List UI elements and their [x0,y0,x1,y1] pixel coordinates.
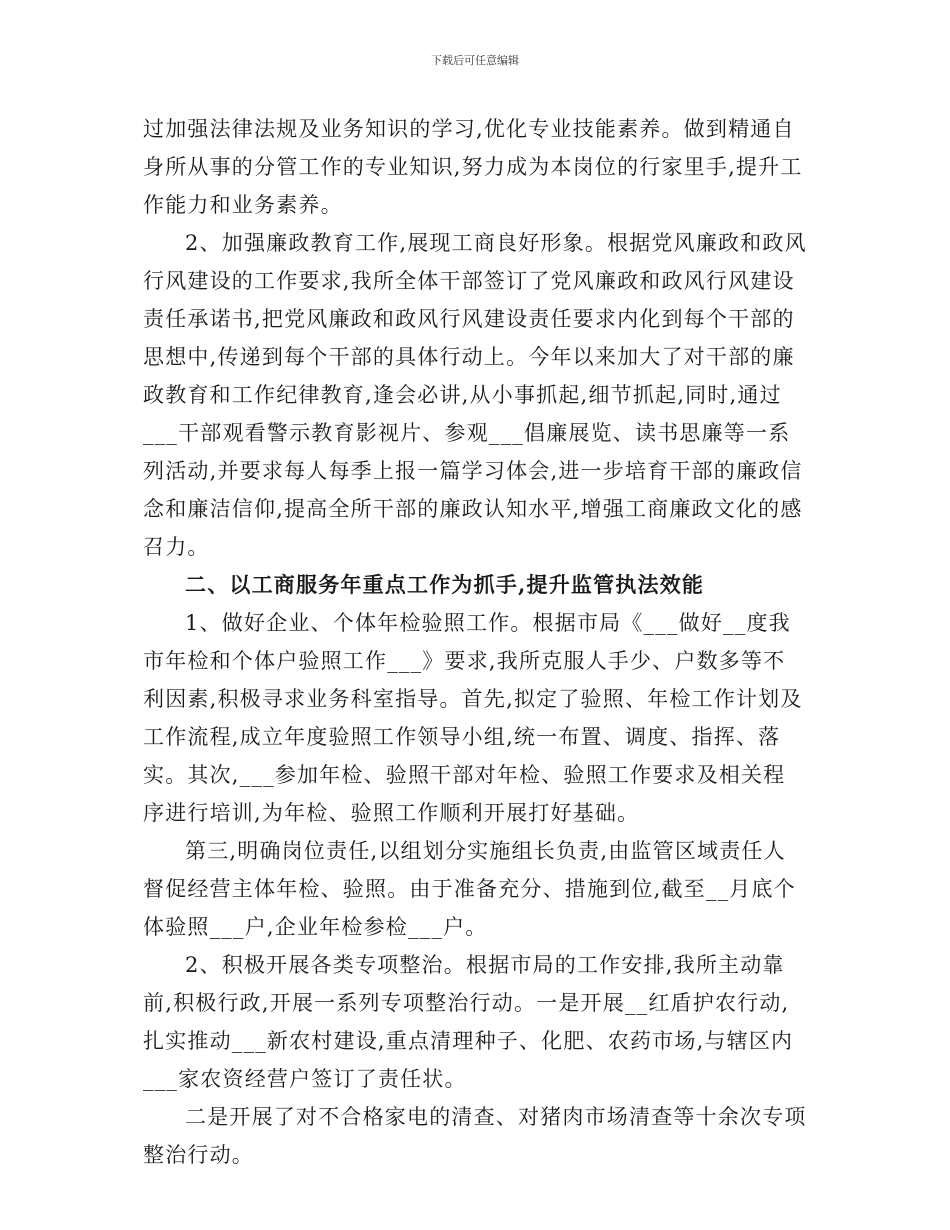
paragraph-continuation: 过加强法律法规及业务知识的学习,优化专业技能素养。做到精通自身所从事的分管工作的专业知识,努力成为本岗位的行家里手,提升工作能力和业务素养。 [143,117,803,217]
paragraph-integrity-education: 2、加强廉政教育工作,展现工商良好形象。根据党风廉政和政风行风建设的工作要求,我所全体干部签订了党风廉政和政风行风建设责任承诺书,把党风廉政和政风行风建设责任要求内化到每个干部的思想中,传递到每个干部的具体行动上。今年以来加大了对干部的廉政教育和工作纪律教育,逢会必讲,从小事抓起,细节抓起,同时,通过___干部观看警示教育影视片、参观___倡廉展览、读书思廉等一系列活动,并要求每人每季上报一篇学习体会,进一步培育干部的廉政信念和廉洁信仰,提高全所干部的廉政认知水平,增强工商廉政文化的感召力。 [143,231,807,559]
paragraph-annual-inspection: 1、做好企业、个体年检验照工作。根据市局《___做好__度我市年检和个体户验照工作___》要求,我所克服人手少、户数多等不利因素,积极寻求业务科室指导。首先,拟定了验照、年检工作计划及工作流程,成立年度验照工作领导小组,统一布置、调度、指挥、落实。其次,___参加年检、验照干部对年检、验照工作要求及相关程序进行培训,为年检、验照工作顺利开展打好基础。 [143,611,803,825]
page-header: 下载后可任意编辑 [431,54,519,67]
document-body [143,110,807,1174]
paragraph-responsibility: 第三,明确岗位责任,以组划分实施组长负责,由监管区域责任人督促经营主体年检、验照。由于准备充分、措施到位,截至__月底个体验照___户,企业年检参检___户。 [143,839,796,939]
paragraph-inspection-actions: 二是开展了对不合格家电的清查、对猪肉市场清查等十余次专项整治行动。 [143,1105,807,1167]
paragraph-special-rectification: 2、积极开展各类专项整治。根据市局的工作安排,我所主动靠前,积极行政,开展一系列专项整治行动。一是开展__红盾护农行动,扎实推动___新农村建设,重点清理种子、化肥、农药市场,与辖区内___家农资经营户签订了责任状。 [143,953,794,1091]
section-heading: 二、以工商服务年重点工作为抓手,提升监管执法效能 [185,572,705,597]
